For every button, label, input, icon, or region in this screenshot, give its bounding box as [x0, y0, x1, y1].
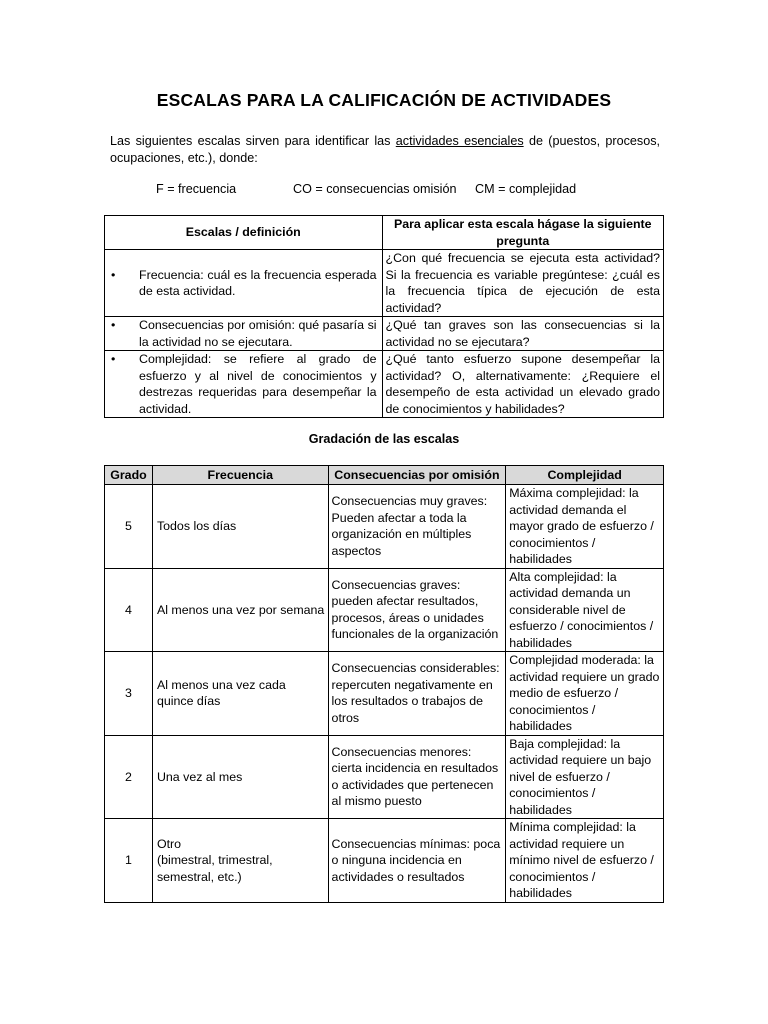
intro-paragraph — [110, 133, 660, 167]
question-omission: ¿Qué tan graves son las consecuencias si la actividad no se ejecutara? — [382, 317, 663, 351]
frequency-value: Todos los días — [152, 485, 328, 569]
frequency-line: Otro — [156, 836, 182, 851]
gradation-title: Gradación de las escalas — [308, 432, 460, 446]
grade-value: 5 — [105, 485, 153, 569]
legend-consequences: CO = consecuencias omisión — [293, 182, 457, 196]
page-title: ESCALAS PARA LA CALIFICACIÓN DE ACTIVIDADES — [156, 90, 612, 110]
bullet-icon: • — [111, 318, 116, 332]
consequences-value: Consecuencias menores: cierta incidencia en resultados o actividades que pertenecen al mismo puesto — [328, 735, 506, 819]
definition-frequency: Frecuencia: cuál es la frecuencia esperada de esta actividad. — [139, 267, 377, 298]
consequences-value: Consecuencias muy graves: Pueden afectar a toda la organización en múltiples aspectos — [328, 485, 506, 569]
legend-frequency: F = frecuencia — [156, 182, 237, 196]
complexity-value: Máxima complejidad: la actividad demanda el mayor grado de esfuerzo / conocimientos / habilidades — [506, 485, 664, 569]
grade-value: 3 — [105, 652, 153, 736]
complexity-value: Complejidad moderada: la actividad requiere un grado medio de esfuerzo / conocimientos / habilidades — [506, 652, 664, 736]
bullet-icon: • — [111, 267, 116, 282]
header-consequences: Consecuencias por omisión — [328, 466, 506, 485]
intro-text-before: Las siguientes escalas sirven para identificar las — [110, 134, 396, 148]
definition-complexity: Complejidad: se refiere al grado de esfuerzo y al nivel de conocimientos y destrezas requeridas para desempeñar la actividad. — [139, 352, 377, 416]
header-frequency: Frecuencia — [152, 466, 328, 485]
definition-cell — [105, 351, 383, 418]
question-frequency: ¿Con qué frecuencia se ejecuta esta actividad? Si la frecuencia es variable pregúntese: ¿cuál es la frecuencia típica de ejecución de esta actividad? — [382, 250, 663, 317]
definition-cell — [105, 250, 383, 317]
gradation-table — [104, 465, 664, 903]
definition-omission: Consecuencias por omisión: qué pasaría si la actividad no se ejecutara. — [139, 318, 377, 349]
frequency-value: Al menos una vez por semana — [152, 568, 328, 652]
frequency-value: Una vez al mes — [152, 735, 328, 819]
legend-complexity: CM = complejidad — [475, 182, 577, 196]
bullet-icon: • — [111, 352, 116, 366]
grade-value: 1 — [105, 819, 153, 903]
complexity-value: Baja complejidad: la actividad requiere un bajo nivel de esfuerzo / conocimientos / habilidades — [506, 735, 664, 819]
complexity-value: Alta complejidad: la actividad demanda un considerable nivel de esfuerzo / conocimientos / habilidades — [506, 568, 664, 652]
table-row — [105, 652, 664, 736]
table-row — [105, 351, 664, 418]
frequency-value — [152, 819, 328, 903]
table-header-row — [105, 466, 664, 485]
header-question: Para aplicar esta escala hágase la siguiente pregunta — [382, 216, 663, 250]
scales-definition-table — [104, 215, 664, 418]
complexity-value: Mínima complejidad: la actividad requiere un mínimo nivel de esfuerzo / conocimientos / habilidades — [506, 819, 664, 903]
consequences-value: Consecuencias considerables: repercuten negativamente en los resultados o trabajos de otros — [328, 652, 506, 736]
grade-value: 2 — [105, 735, 153, 819]
table-row — [105, 485, 664, 569]
header-complexity: Complejidad — [506, 466, 664, 485]
frequency-line: (bimestral, trimestral, semestral, etc.) — [156, 853, 273, 884]
table-row — [105, 568, 664, 652]
header-scales-definition: Escalas / definición — [105, 216, 383, 250]
header-grade: Grado — [105, 466, 153, 485]
question-complexity: ¿Qué tanto esfuerzo supone desempeñar la actividad? O, alternativamente: ¿Requiere el desempeño de esta actividad un elevado grado de conocimientos y habilidades? — [382, 351, 663, 418]
table-row — [105, 819, 664, 903]
definition-cell — [105, 317, 383, 351]
table-row — [105, 250, 664, 317]
table-header-row — [105, 216, 664, 250]
grade-value: 4 — [105, 568, 153, 652]
frequency-value: Al menos una vez cada quince días — [152, 652, 328, 736]
intro-text-after: de (puestos, procesos, ocupaciones, etc.), donde: — [110, 134, 661, 165]
table-row — [105, 317, 664, 351]
intro-underlined-term: actividades esenciales — [395, 134, 524, 148]
consequences-value: Consecuencias graves: pueden afectar resultados, procesos, áreas o unidades funcionales de la organización — [328, 568, 506, 652]
table-row — [105, 735, 664, 819]
consequences-value: Consecuencias mínimas: poca o ninguna incidencia en actividades o resultados — [328, 819, 506, 903]
